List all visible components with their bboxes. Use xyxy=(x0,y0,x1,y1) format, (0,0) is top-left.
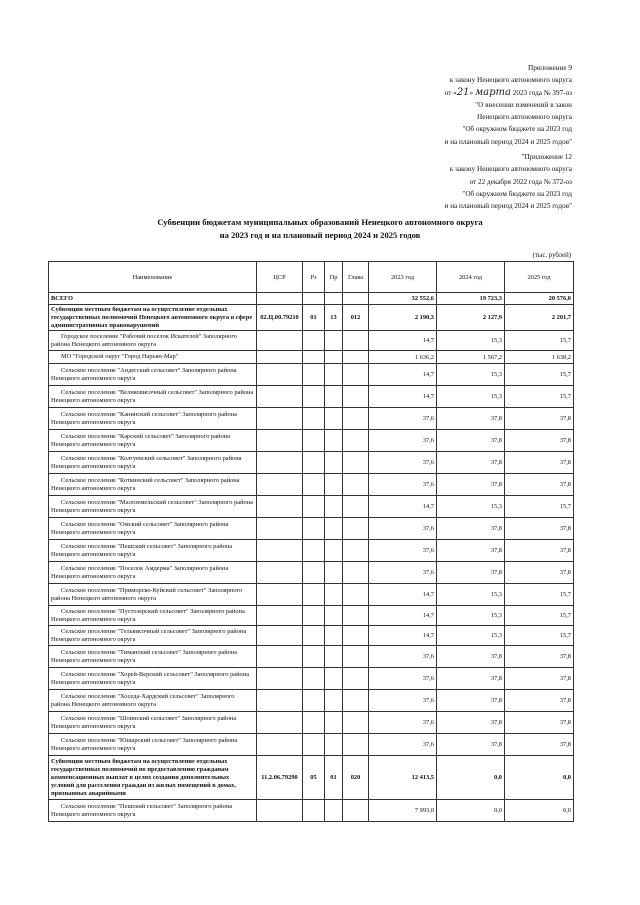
cell-rz xyxy=(303,584,325,606)
cell-name: Сельское поселение "Андегский сельсовет" Заполярного района Ненецкого автономного округа xyxy=(49,364,257,386)
cell-2024: 15,3 xyxy=(437,626,505,646)
table-row xyxy=(49,646,574,668)
cell-2024: 37,8 xyxy=(437,690,505,712)
cell-pr: 01 xyxy=(325,756,343,800)
cell-2024: 37,8 xyxy=(437,452,505,474)
cell-name: Сельское поселение "Хоседа-Хардский сельсовет" Заполярного района Ненецкого автономного округа xyxy=(49,690,257,712)
cell-rz: 05 xyxy=(303,756,325,800)
cell-csr xyxy=(257,712,303,734)
cell-pr xyxy=(325,496,343,518)
cell-rz xyxy=(303,293,325,305)
cell-csr xyxy=(257,474,303,496)
col-header-2023: 2023 год xyxy=(369,262,437,293)
cell-2023: 14,7 xyxy=(369,584,437,606)
cell-csr xyxy=(257,668,303,690)
cell-csr xyxy=(257,518,303,540)
cell-2023: 12 413,5 xyxy=(369,756,437,800)
col-header-glava: Глава xyxy=(343,262,369,293)
table-row xyxy=(49,626,574,646)
cell-csr xyxy=(257,351,303,364)
cell-2025: 15,7 xyxy=(505,496,574,518)
cell-2023: 32 552,6 xyxy=(369,293,437,305)
cell-rz xyxy=(303,690,325,712)
cell-name: ВСЕГО xyxy=(49,293,257,305)
cell-glava xyxy=(343,562,369,584)
document-title xyxy=(0,216,640,242)
cell-csr xyxy=(257,562,303,584)
cell-2024: 15,3 xyxy=(437,496,505,518)
cell-2023: 37,6 xyxy=(369,646,437,668)
cell-pr xyxy=(325,800,343,822)
cell-name: Сельское поселение "Пешский сельсовет" Заполярного района Ненецкого автономного округа xyxy=(49,800,257,822)
col-header-pr: Пр xyxy=(325,262,343,293)
table-row xyxy=(49,690,574,712)
cell-2023: 14,7 xyxy=(369,606,437,626)
table-row xyxy=(49,452,574,474)
table-row xyxy=(49,734,574,756)
cell-name: Сельское поселение "Малоземельский сельсовет" Заполярного района Ненецкого автономного округа xyxy=(49,496,257,518)
table-row xyxy=(49,331,574,351)
cell-name: Сельское поселение "Тельвисочный сельсовет" Заполярного района Ненецкого автономного округа xyxy=(49,626,257,646)
cell-glava xyxy=(343,690,369,712)
cell-name: Сельское поселение "Коткинский сельсовет" Заполярного района Ненецкого автономного округа xyxy=(49,474,257,496)
cell-pr xyxy=(325,540,343,562)
cell-2025: 15,7 xyxy=(505,584,574,606)
cell-glava xyxy=(343,606,369,626)
cell-pr xyxy=(325,646,343,668)
cell-name: МО "Городской округ "Город Нарьян-Мар" xyxy=(49,351,257,364)
cell-name: Сельское поселение "Юшарский сельсовет" Заполярного района Ненецкого автономного округа xyxy=(49,734,257,756)
cell-2025: 37,8 xyxy=(505,734,574,756)
cell-name: Городское поселение "Рабочий поселок Искателей" Заполярного района Ненецкого автономного округа xyxy=(49,331,257,351)
cell-2025: 0,0 xyxy=(505,800,574,822)
cell-glava xyxy=(343,584,369,606)
cell-pr xyxy=(325,562,343,584)
table-row xyxy=(49,386,574,408)
cell-name: Сельское поселение "Пешский сельсовет" Заполярного района Ненецкого автономного округа xyxy=(49,540,257,562)
cell-glava xyxy=(343,540,369,562)
cell-2023: 37,6 xyxy=(369,668,437,690)
cell-csr xyxy=(257,430,303,452)
cell-pr xyxy=(325,293,343,305)
cell-2024: 15,3 xyxy=(437,331,505,351)
cell-csr xyxy=(257,690,303,712)
header2-line: "Приложение 12 xyxy=(521,153,572,161)
table-row xyxy=(49,496,574,518)
cell-glava xyxy=(343,712,369,734)
table-row xyxy=(49,540,574,562)
cell-2024: 37,8 xyxy=(437,518,505,540)
table-row xyxy=(49,518,574,540)
cell-glava xyxy=(343,452,369,474)
cell-name: Сельское поселение "Карский сельсовет" Заполярного района Ненецкого автономного округа xyxy=(49,430,257,452)
cell-rz xyxy=(303,351,325,364)
cell-name: Сельское поселение "Тиманский сельсовет" Заполярного района Ненецкого автономного округа xyxy=(49,646,257,668)
cell-glava xyxy=(343,626,369,646)
cell-2023: 14,7 xyxy=(369,386,437,408)
cell-2025: 15,7 xyxy=(505,626,574,646)
cell-glava: 020 xyxy=(343,756,369,800)
cell-rz xyxy=(303,430,325,452)
cell-csr: 02.Ц.00.79210 xyxy=(257,305,303,331)
cell-glava xyxy=(343,293,369,305)
cell-csr xyxy=(257,800,303,822)
cell-pr xyxy=(325,584,343,606)
cell-pr xyxy=(325,734,343,756)
cell-2024: 0,0 xyxy=(437,800,505,822)
cell-2025: 37,8 xyxy=(505,408,574,430)
cell-csr xyxy=(257,293,303,305)
cell-2023: 37,6 xyxy=(369,408,437,430)
cell-pr xyxy=(325,474,343,496)
cell-2024: 37,8 xyxy=(437,712,505,734)
cell-glava xyxy=(343,408,369,430)
cell-2024: 15,3 xyxy=(437,606,505,626)
cell-glava xyxy=(343,364,369,386)
col-header-rz: Рз xyxy=(303,262,325,293)
cell-rz xyxy=(303,606,325,626)
cell-2023: 37,6 xyxy=(369,734,437,756)
cell-2025: 37,8 xyxy=(505,646,574,668)
cell-2023: 2 190,3 xyxy=(369,305,437,331)
appendix-header xyxy=(445,62,572,148)
original-appendix-header xyxy=(445,151,572,212)
cell-csr xyxy=(257,646,303,668)
cell-rz xyxy=(303,668,325,690)
header-line: Ненецкого автономного округа xyxy=(477,113,572,122)
table-row xyxy=(49,712,574,734)
cell-pr xyxy=(325,626,343,646)
cell-rz xyxy=(303,386,325,408)
header-line: "О внесении изменений в закон xyxy=(475,100,572,109)
cell-2023: 37,6 xyxy=(369,474,437,496)
cell-glava xyxy=(343,386,369,408)
cell-2023: 37,6 xyxy=(369,452,437,474)
cell-2024: 37,8 xyxy=(437,474,505,496)
cell-name: Сельское поселение "Пустозерский сельсовет" Заполярного района Ненецкого автономного округа xyxy=(49,606,257,626)
cell-pr xyxy=(325,331,343,351)
cell-glava xyxy=(343,474,369,496)
table-body xyxy=(49,293,574,822)
cell-csr xyxy=(257,331,303,351)
cell-pr xyxy=(325,606,343,626)
cell-rz xyxy=(303,626,325,646)
cell-2023: 37,6 xyxy=(369,690,437,712)
cell-pr xyxy=(325,690,343,712)
table-row xyxy=(49,364,574,386)
cell-pr xyxy=(325,452,343,474)
cell-2024: 1 567,2 xyxy=(437,351,505,364)
table-row xyxy=(49,474,574,496)
cell-name: Сельское поселение "Колгуевский сельсовет" Заполярного района Ненецкого автономного округа xyxy=(49,452,257,474)
cell-csr xyxy=(257,364,303,386)
cell-csr xyxy=(257,734,303,756)
cell-csr xyxy=(257,584,303,606)
cell-2025: 37,8 xyxy=(505,668,574,690)
units-label: (тыс. рублей) xyxy=(532,252,571,259)
title-line-2: на 2023 год и на плановый период 2024 и 2025 годов xyxy=(219,230,421,240)
cell-2023: 14,7 xyxy=(369,626,437,646)
cell-2025: 37,8 xyxy=(505,540,574,562)
cell-rz: 01 xyxy=(303,305,325,331)
cell-rz xyxy=(303,712,325,734)
header2-line: от 22 декабря 2022 года № 372-оз xyxy=(469,177,572,186)
table-row xyxy=(49,606,574,626)
cell-pr xyxy=(325,408,343,430)
title-line-1: Субвенции бюджетам муниципальных образований Ненецкого автономного округа xyxy=(157,217,483,227)
cell-rz xyxy=(303,734,325,756)
cell-2025: 20 576,0 xyxy=(505,293,574,305)
cell-csr xyxy=(257,386,303,408)
cell-2023: 14,7 xyxy=(369,364,437,386)
cell-2025: 37,8 xyxy=(505,690,574,712)
header-line: и на плановый период 2024 и 2025 годов" xyxy=(444,137,572,146)
cell-2025: 15,7 xyxy=(505,386,574,408)
cell-glava xyxy=(343,734,369,756)
cell-name: Субвенции местным бюджетам на осуществление отдельных государственных полномочий Ненецкого автономного округа в сфере административных правонарушений xyxy=(49,305,257,331)
cell-glava xyxy=(343,351,369,364)
cell-2024: 37,8 xyxy=(437,540,505,562)
cell-2023: 37,6 xyxy=(369,518,437,540)
cell-rz xyxy=(303,540,325,562)
cell-glava xyxy=(343,430,369,452)
cell-2024: 37,8 xyxy=(437,430,505,452)
cell-name: Сельское поселение "Канинский сельсовет" Заполярного района Ненецкого автономного округа xyxy=(49,408,257,430)
cell-pr xyxy=(325,351,343,364)
cell-name: Сельское поселение "Великовисочный сельсовет" Заполярного района Ненецкого автономного округа xyxy=(49,386,257,408)
cell-2024: 0,0 xyxy=(437,756,505,800)
table-row xyxy=(49,756,574,800)
table-row xyxy=(49,800,574,822)
cell-2025: 15,7 xyxy=(505,331,574,351)
cell-glava xyxy=(343,800,369,822)
table-row xyxy=(49,668,574,690)
cell-pr xyxy=(325,668,343,690)
cell-pr: 13 xyxy=(325,305,343,331)
cell-2025: 37,8 xyxy=(505,518,574,540)
cell-2023: 7 993,0 xyxy=(369,800,437,822)
header-line: к закону Ненецкого автономного округа xyxy=(449,76,572,85)
header-line: Приложение 9 xyxy=(528,64,572,72)
handwritten-day: 21 xyxy=(456,86,470,98)
cell-rz xyxy=(303,496,325,518)
table-row xyxy=(49,584,574,606)
cell-name: Сельское поселение "Хорей-Верский сельсовет" Заполярного района Ненецкого автономного округа xyxy=(49,668,257,690)
col-header-csr: ЦСР xyxy=(257,262,303,293)
cell-csr xyxy=(257,540,303,562)
cell-glava: 012 xyxy=(343,305,369,331)
cell-2024: 37,8 xyxy=(437,408,505,430)
col-header-2024: 2024 год xyxy=(437,262,505,293)
cell-2025: 15,7 xyxy=(505,364,574,386)
cell-name: Субвенции местным бюджетам на осуществление отдельных государственных полномочий по предоставлению гражданам компенсационных выплат в целях создания дополнительных условий для расселения граждан из жилых помещений в домах, признанных аварийными xyxy=(49,756,257,800)
cell-rz xyxy=(303,562,325,584)
cell-name: Сельское поселение "Поселок Амдерма" Заполярного района Ненецкого автономного округа xyxy=(49,562,257,584)
subventions-table xyxy=(48,261,574,822)
cell-2023: 37,6 xyxy=(369,712,437,734)
cell-pr xyxy=(325,430,343,452)
cell-2025: 37,8 xyxy=(505,562,574,584)
cell-name: Сельское поселение "Приморско-Куйский сельсовет" Заполярного района Ненецкого автономного округа xyxy=(49,584,257,606)
cell-csr xyxy=(257,606,303,626)
cell-2024: 19 723,3 xyxy=(437,293,505,305)
cell-rz xyxy=(303,331,325,351)
cell-2023: 37,6 xyxy=(369,562,437,584)
cell-2025: 2 201,7 xyxy=(505,305,574,331)
table-row xyxy=(49,293,574,305)
cell-pr xyxy=(325,712,343,734)
cell-2024: 37,8 xyxy=(437,734,505,756)
table-row xyxy=(49,351,574,364)
cell-csr xyxy=(257,452,303,474)
cell-2023: 37,6 xyxy=(369,430,437,452)
table-row xyxy=(49,430,574,452)
table-row xyxy=(49,305,574,331)
table-row xyxy=(49,408,574,430)
cell-rz xyxy=(303,800,325,822)
cell-glava xyxy=(343,668,369,690)
cell-pr xyxy=(325,386,343,408)
cell-2024: 37,8 xyxy=(437,668,505,690)
cell-2024: 15,3 xyxy=(437,584,505,606)
cell-2025: 1 638,2 xyxy=(505,351,574,364)
table-row xyxy=(49,562,574,584)
cell-glava xyxy=(343,331,369,351)
cell-2023: 37,6 xyxy=(369,540,437,562)
cell-pr xyxy=(325,364,343,386)
cell-name: Сельское поселение "Омский сельсовет" Заполярного района Ненецкого автономного округа xyxy=(49,518,257,540)
cell-name: Сельское поселение "Шоинский сельсовет" Заполярного района Ненецкого автономного округа xyxy=(49,712,257,734)
cell-csr xyxy=(257,408,303,430)
cell-rz xyxy=(303,408,325,430)
cell-2025: 37,8 xyxy=(505,430,574,452)
cell-2023: 1 636,2 xyxy=(369,351,437,364)
handwritten-month: марта xyxy=(474,86,511,98)
cell-2024: 15,3 xyxy=(437,364,505,386)
header2-line: к закону Ненецкого автономного округа xyxy=(449,165,572,174)
cell-2025: 37,8 xyxy=(505,474,574,496)
cell-glava xyxy=(343,518,369,540)
cell-pr xyxy=(325,518,343,540)
header2-line: и на плановый период 2024 и 2025 годов" xyxy=(444,202,572,211)
cell-2025: 0,0 xyxy=(505,756,574,800)
cell-2024: 2 127,9 xyxy=(437,305,505,331)
header-line: "Об окружном бюджете на 2023 год xyxy=(462,125,572,134)
table-header-row xyxy=(49,262,574,293)
cell-csr xyxy=(257,626,303,646)
cell-2024: 15,3 xyxy=(437,386,505,408)
cell-2024: 37,8 xyxy=(437,562,505,584)
cell-csr xyxy=(257,496,303,518)
col-header-name: Наименование xyxy=(49,262,257,293)
header2-line: "Об окружном бюджете на 2023 год xyxy=(462,189,572,198)
cell-2023: 14,7 xyxy=(369,496,437,518)
cell-glava xyxy=(343,496,369,518)
cell-csr: 11.2.06.79290 xyxy=(257,756,303,800)
cell-rz xyxy=(303,364,325,386)
cell-2023: 14,7 xyxy=(369,331,437,351)
header-date-line: от «21» марта 2023 года № 397-оз xyxy=(444,86,572,98)
col-header-2025: 2025 год xyxy=(505,262,574,293)
cell-rz xyxy=(303,452,325,474)
cell-rz xyxy=(303,646,325,668)
cell-2025: 37,8 xyxy=(505,452,574,474)
cell-rz xyxy=(303,518,325,540)
cell-2025: 15,7 xyxy=(505,606,574,626)
cell-2024: 37,8 xyxy=(437,646,505,668)
cell-rz xyxy=(303,474,325,496)
cell-glava xyxy=(343,646,369,668)
cell-2025: 37,8 xyxy=(505,712,574,734)
